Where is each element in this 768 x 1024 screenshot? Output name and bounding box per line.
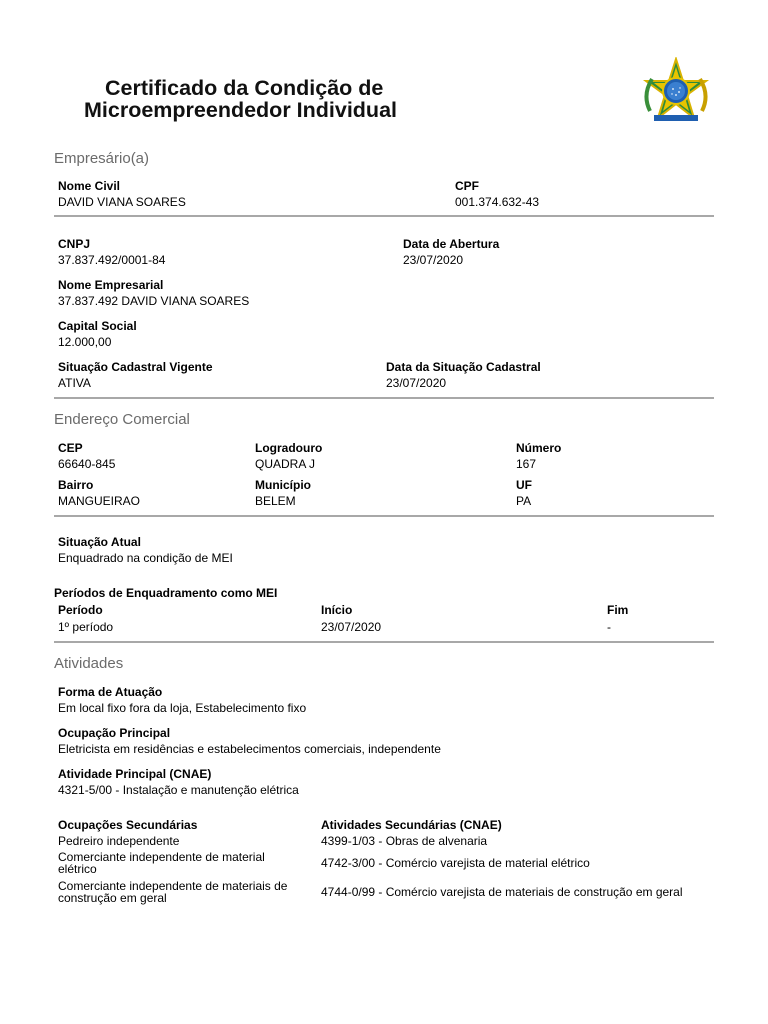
bairro-label: Bairro (58, 478, 94, 492)
section-divider (54, 641, 714, 643)
municipio-label: Município (255, 478, 311, 492)
data-situacao-value: 23/07/2020 (386, 376, 447, 390)
section-empresario-title: Empresário(a) (54, 150, 150, 167)
data-abertura-label: Data de Abertura (403, 237, 500, 251)
cpf-value: 001.374.632-43 (455, 195, 540, 209)
cpf-label: CPF (455, 179, 479, 193)
cep-value: 66640-845 (58, 457, 116, 471)
capital-social-value: 12.000,00 (58, 335, 112, 349)
situacao-atual-label: Situação Atual (58, 535, 141, 549)
forma-atuacao-value: Em local fixo fora da loja, Estabelecimento fixo (58, 701, 307, 715)
situacao-cadastral-label: Situação Cadastral Vigente (58, 360, 213, 374)
coat-of-arms-icon (640, 57, 712, 129)
section-divider (54, 515, 714, 517)
cep-label: CEP (58, 441, 83, 455)
cnpj-label: CNPJ (58, 237, 91, 251)
nome-civil-label: Nome Civil (58, 179, 121, 193)
atividade-secundaria-item: 4744-0/99 - Comércio varejista de materiais de construção em geral (321, 885, 683, 899)
cnpj-value: 37.837.492/0001-84 (58, 253, 166, 267)
logradouro-value: QUADRA J (255, 457, 316, 471)
logradouro-label: Logradouro (255, 441, 323, 455)
periodos-title: Períodos de Enquadramento como MEI (54, 586, 278, 600)
section-atividades-title: Atividades (54, 655, 124, 672)
periodo-header: Período (58, 603, 103, 617)
uf-value: PA (516, 494, 532, 508)
inicio-header: Início (321, 603, 353, 617)
ocupacoes-secundarias-label: Ocupações Secundárias (58, 818, 198, 832)
ocupacao-secundaria-item: Pedreiro independente (58, 834, 180, 848)
inicio-cell: 23/07/2020 (321, 620, 382, 634)
page-title-line1: Certificado da Condição de (105, 76, 384, 100)
section-divider (54, 215, 714, 217)
situacao-cadastral-value: ATIVA (58, 376, 91, 390)
capital-social-label: Capital Social (58, 319, 137, 333)
situacao-atual-value: Enquadrado na condição de MEI (58, 551, 233, 565)
ocupacao-secundaria-item: Comerciante independente de material elétrico (58, 850, 265, 876)
nome-civil-value: DAVID VIANA SOARES (58, 195, 186, 209)
municipio-value: BELEM (255, 494, 296, 508)
ocupacao-principal-value: Eletricista em residências e estabelecimentos comerciais, independente (58, 742, 441, 756)
page-title-line2: Microempreendedor Individual (84, 98, 397, 122)
section-endereco-title: Endereço Comercial (54, 411, 190, 428)
numero-label: Número (516, 441, 562, 455)
fim-header: Fim (607, 603, 629, 617)
fim-cell: - (607, 620, 611, 634)
data-situacao-label: Data da Situação Cadastral (386, 360, 541, 374)
atividade-principal-label: Atividade Principal (CNAE) (58, 767, 212, 781)
nome-empresarial-label: Nome Empresarial (58, 278, 164, 292)
atividades-secundarias-label: Atividades Secundárias (CNAE) (321, 818, 502, 832)
ocupacao-principal-label: Ocupação Principal (58, 726, 171, 740)
forma-atuacao-label: Forma de Atuação (58, 685, 163, 699)
bairro-value: MANGUEIRAO (58, 494, 141, 508)
atividade-secundaria-item: 4399-1/03 - Obras de alvenaria (321, 834, 488, 848)
periodo-cell: 1º período (58, 620, 114, 634)
numero-value: 167 (516, 457, 537, 471)
ocupacao-secundaria-item: Comerciante independente de materiais de construção em geral (58, 879, 288, 905)
atividade-secundaria-item: 4742-3/00 - Comércio varejista de material elétrico (321, 856, 590, 870)
nome-empresarial-value: 37.837.492 DAVID VIANA SOARES (58, 294, 250, 308)
section-divider (54, 397, 714, 399)
atividade-principal-value: 4321-5/00 - Instalação e manutenção elétrica (58, 783, 299, 797)
uf-label: UF (516, 478, 532, 492)
data-abertura-value: 23/07/2020 (403, 253, 464, 267)
